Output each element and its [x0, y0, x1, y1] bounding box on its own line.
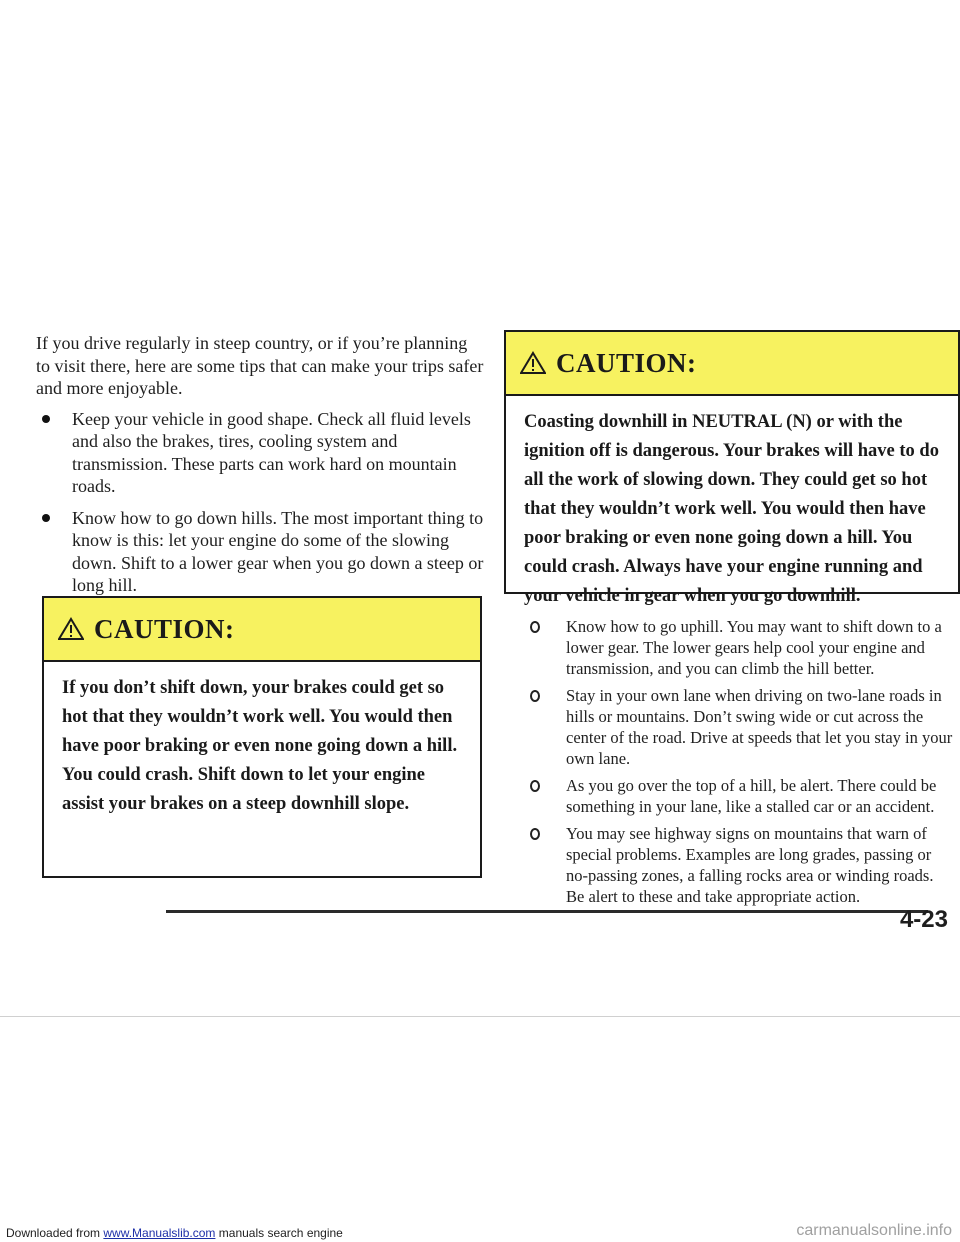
caution-label: CAUTION: — [94, 613, 235, 644]
left-bullet-list — [36, 408, 484, 597]
list-item — [36, 507, 484, 597]
caution-header — [506, 332, 958, 396]
list-item — [530, 685, 954, 769]
page-number: 4-23 — [899, 906, 948, 933]
watermark: carmanualsonline.info — [796, 1222, 952, 1239]
list-item-text: Know how to go down hills. The most important thing to know is this: let your engine do some of the slowing down. Shift to a lower gear when you go down a steep or long hill. — [72, 507, 484, 595]
left-column — [36, 332, 484, 606]
list-item-text: You may see highway signs on mountains that warn of special problems. Examples are long grades, passing or no-passing zones, a falling rocks area or winding roads. Be alert to these and take appropriate action. — [566, 824, 934, 906]
bullet-icon — [530, 828, 540, 840]
caution-label: CAUTION: — [556, 347, 697, 378]
right-bullet-list — [530, 616, 954, 913]
warning-triangle-icon — [520, 351, 546, 375]
caution-box-left — [42, 596, 482, 878]
caution-text: Coasting downhill in NEUTRAL (N) or with the ignition off is dangerous. Your brakes will have to do all the work of slowing down. They could get so hot that they wouldn’t work well. You would then have poor braking or even none going down a hill. You could crash. Always have your engine running and your vehicle in gear when you go downhill. — [524, 412, 939, 606]
caution-box-right — [504, 330, 960, 606]
list-item — [36, 408, 484, 498]
page-rule — [166, 910, 928, 913]
bullet-icon — [530, 690, 540, 702]
warning-triangle-icon — [58, 617, 84, 641]
manualslib-link[interactable]: www.Manualslib.com — [103, 1226, 216, 1240]
scan-edge-line — [0, 1016, 960, 1017]
caution-header — [44, 598, 480, 662]
bullet-icon — [530, 621, 540, 633]
list-item-text: Keep your vehicle in good shape. Check all fluid levels and also the brakes, tires, cooling system and transmission. These parts can work hard on mountain roads. — [72, 408, 471, 496]
intro-paragraph: If you drive regularly in steep country, or if you’re planning to visit there, here are some tips that can make your trips safer and more enjoyable. — [36, 333, 484, 398]
list-item-text: Stay in your own lane when driving on two-lane roads in hills or mountains. Don’t swing wide or cut across the center of the road. Drive at speeds that let you stay in your own lane. — [566, 686, 953, 768]
download-footer — [6, 1226, 343, 1240]
bullet-icon — [42, 415, 50, 423]
bullet-icon — [530, 780, 540, 792]
list-item — [530, 775, 954, 817]
list-item-text: As you go over the top of a hill, be alert. There could be something in your lane, like a stalled car or an accident. — [566, 776, 937, 816]
footer-suffix: manuals search engine — [215, 1226, 343, 1240]
list-item — [530, 616, 954, 679]
list-item-text: Know how to go uphill. You may want to shift down to a lower gear. The lower gears help cool your engine and transmission, and you can climb the hill better. — [566, 617, 942, 678]
caution-text: If you don’t shift down, your brakes could get so hot that they wouldn’t work well. You would then have poor braking or even none going down a hill. You could crash. Shift down to let your engine assist your brakes on a steep downhill slope. — [62, 678, 458, 814]
bullet-icon — [42, 514, 50, 522]
footer-prefix: Downloaded from — [6, 1226, 104, 1240]
list-item — [530, 823, 954, 907]
